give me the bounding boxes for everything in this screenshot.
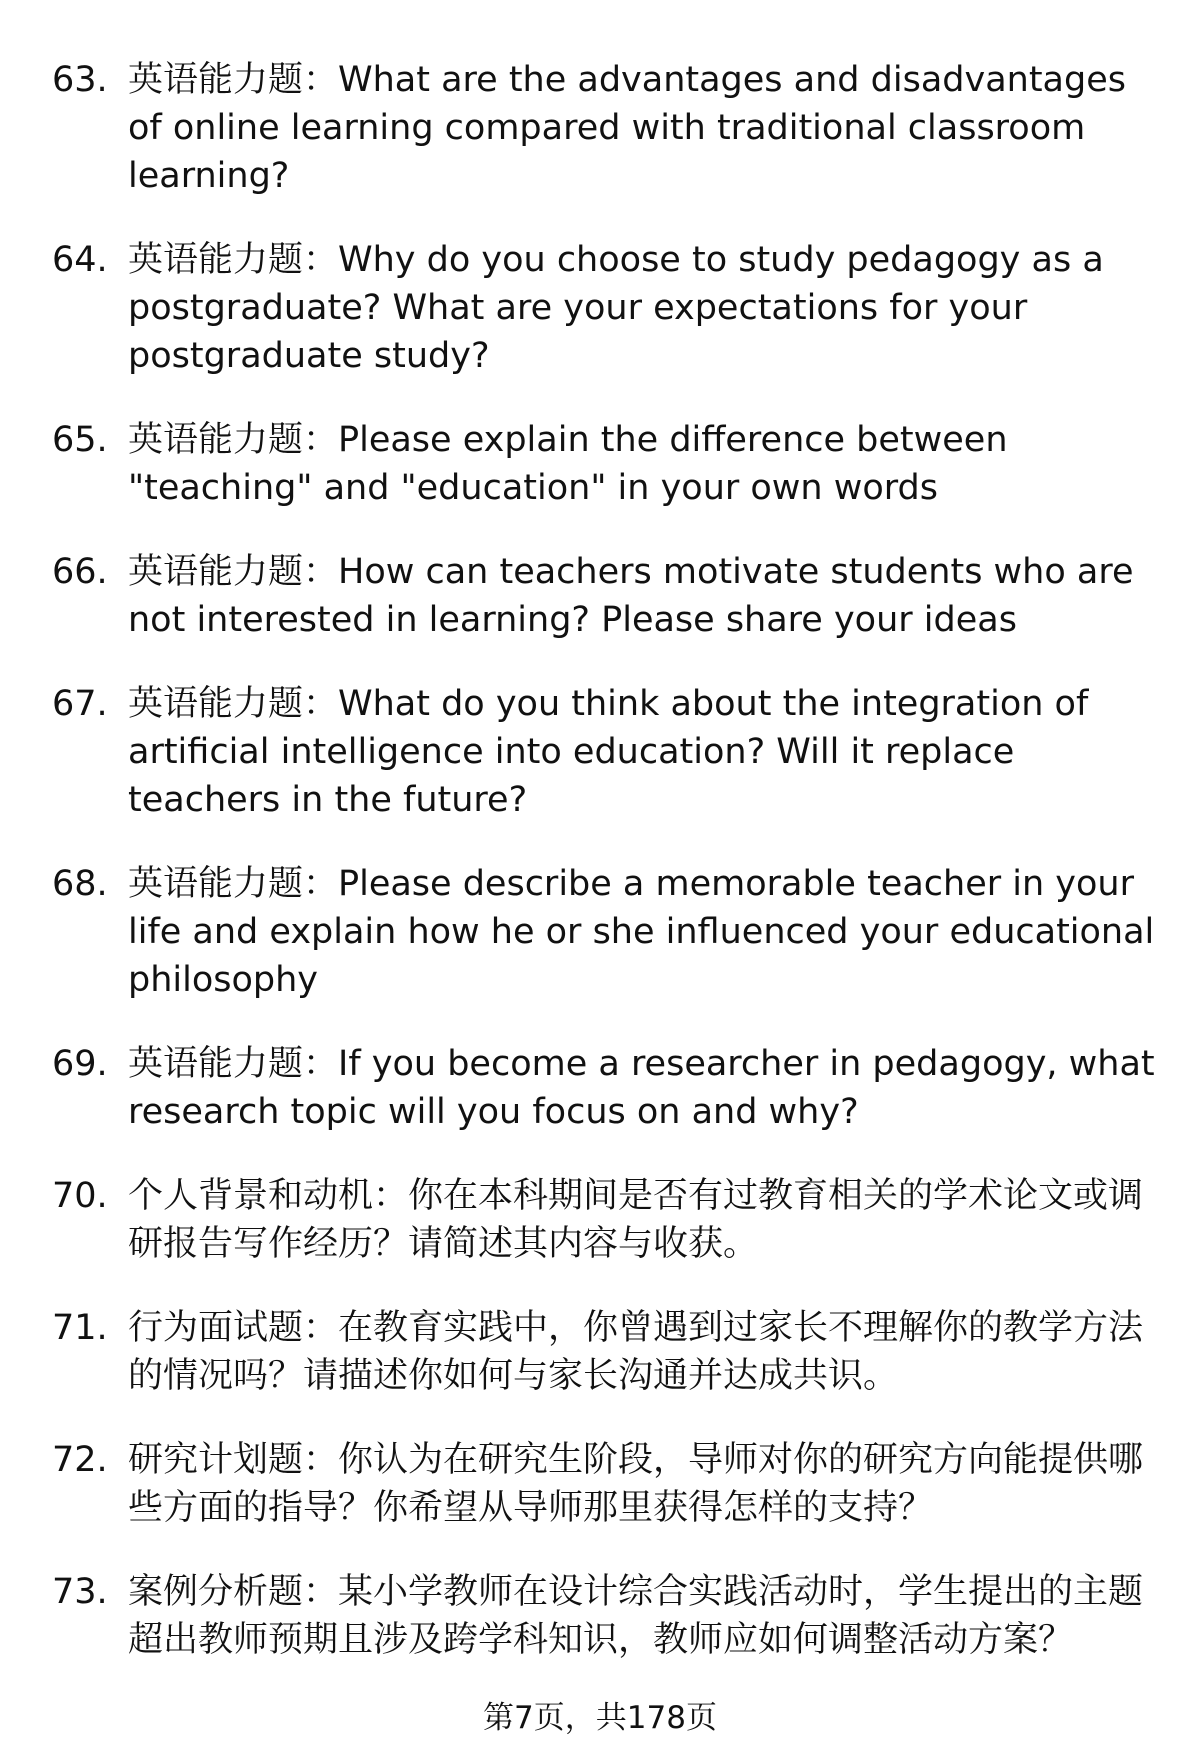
question-item bbox=[52, 416, 1162, 512]
question-item bbox=[52, 1436, 1162, 1532]
question-text: 英语能力题：Please describe a memorable teacher in your life and explain how he or she influenced your educational philosophy bbox=[128, 864, 1155, 1000]
question-text: 英语能力题：What do you think about the integration of artificial intelligence into education? Will it replace teachers in the future? bbox=[128, 684, 1089, 820]
question-number: 68. bbox=[52, 864, 108, 904]
question-number: 73. bbox=[52, 1572, 108, 1612]
question-number: 66. bbox=[52, 552, 108, 592]
question-item bbox=[52, 1172, 1162, 1268]
question-text: 个人背景和动机：你在本科期间是否有过教育相关的学术论文或调研报告写作经历？请简述其内容与收获。 bbox=[128, 1176, 1144, 1264]
page-footer: 第7页，共178页 bbox=[483, 1700, 717, 1736]
question-number: 63. bbox=[52, 60, 108, 100]
question-text: 英语能力题：Why do you choose to study pedagogy as a postgraduate? What are your expectations for your postgraduate study? bbox=[128, 240, 1104, 376]
question-item bbox=[52, 1568, 1162, 1664]
question-number: 67. bbox=[52, 684, 108, 724]
question-number: 69. bbox=[52, 1044, 108, 1084]
question-number: 65. bbox=[52, 420, 108, 460]
question-number: 71. bbox=[52, 1308, 108, 1348]
question-text: 英语能力题：Please explain the difference between "teaching" and "education" in your own words bbox=[128, 420, 1008, 508]
question-item bbox=[52, 1040, 1162, 1136]
question-text: 英语能力题：If you become a researcher in pedagogy, what research topic will you focus on and why? bbox=[128, 1044, 1155, 1132]
question-text: 案例分析题：某小学教师在设计综合实践活动时，学生提出的主题超出教师预期且涉及跨学科知识，教师应如何调整活动方案？ bbox=[128, 1572, 1144, 1660]
question-number: 72. bbox=[52, 1440, 108, 1480]
question-text: 研究计划题：你认为在研究生阶段，导师对你的研究方向能提供哪些方面的指导？你希望从导师那里获得怎样的支持？ bbox=[128, 1440, 1144, 1528]
question-item bbox=[52, 548, 1162, 644]
question-item bbox=[52, 236, 1162, 380]
question-item bbox=[52, 56, 1162, 200]
question-text: 行为面试题：在教育实践中，你曾遇到过家长不理解你的教学方法的情况吗？请描述你如何与家长沟通并达成共识。 bbox=[128, 1308, 1144, 1396]
question-number: 70. bbox=[52, 1176, 108, 1216]
question-item bbox=[52, 860, 1162, 1004]
question-number: 64. bbox=[52, 240, 108, 280]
question-text: 英语能力题：How can teachers motivate students who are not interested in learning? Please share your ideas bbox=[128, 552, 1134, 640]
question-item bbox=[52, 1304, 1162, 1400]
question-text: 英语能力题：What are the advantages and disadvantages of online learning compared with traditional classroom learning? bbox=[128, 60, 1126, 196]
question-item bbox=[52, 680, 1162, 824]
question-list bbox=[52, 56, 1162, 1700]
